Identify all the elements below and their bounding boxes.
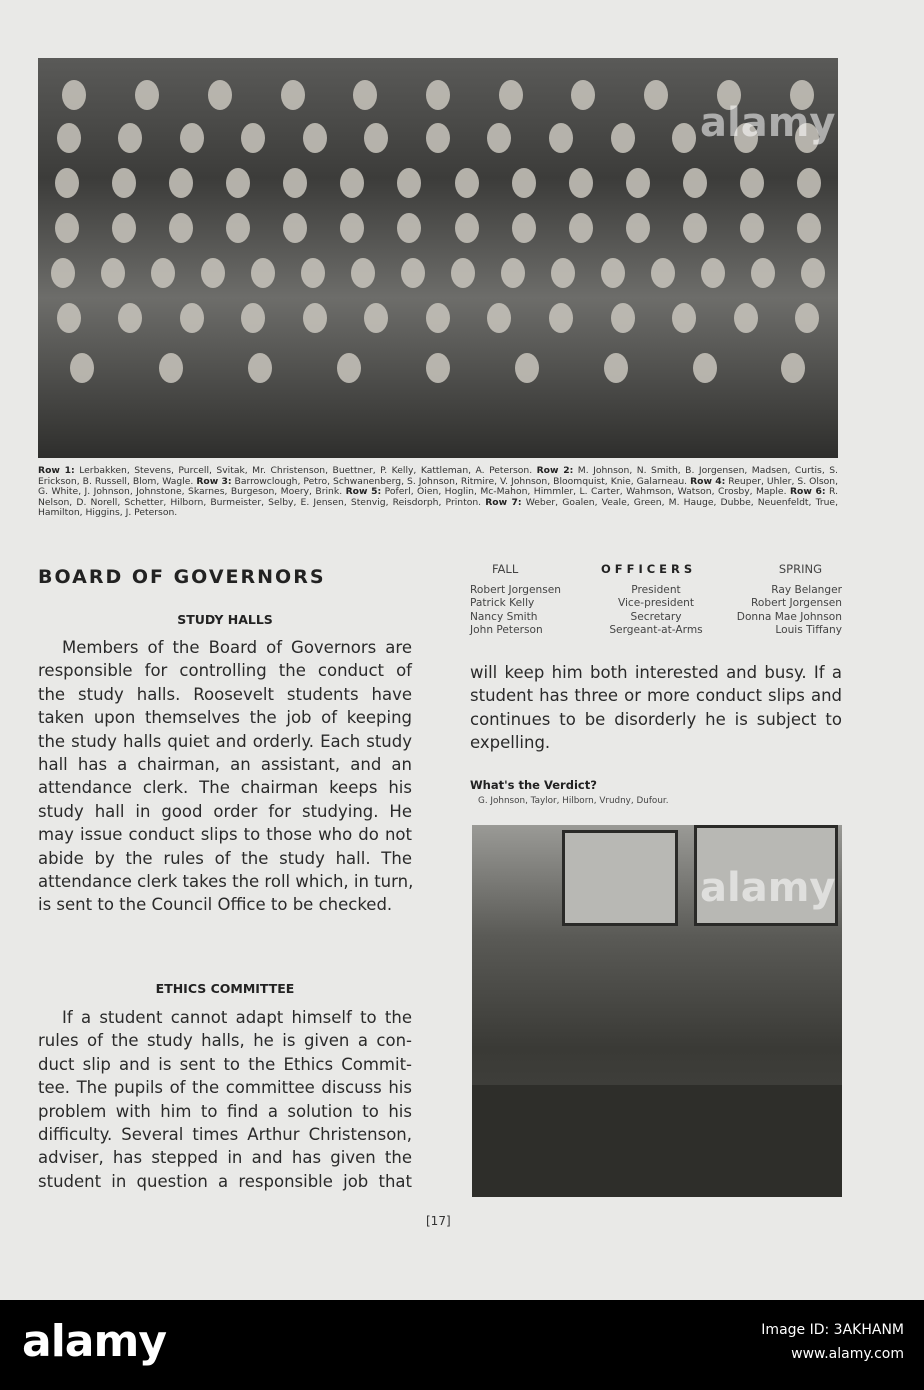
page-title: BOARD OF GOVERNORS xyxy=(38,566,326,588)
face xyxy=(569,168,593,198)
face xyxy=(55,168,79,198)
face xyxy=(70,353,94,383)
face xyxy=(55,213,79,243)
face xyxy=(169,213,193,243)
face xyxy=(397,168,421,198)
face xyxy=(281,80,305,110)
text-line: study hall in good order for studying. He xyxy=(38,801,412,821)
text-line: abide by the rules of the study hall. The xyxy=(38,848,412,868)
face xyxy=(426,123,450,153)
officer-office: Vice-president xyxy=(617,597,695,610)
face xyxy=(112,168,136,198)
face xyxy=(551,258,575,288)
text-line: attendance clerk takes the roll which, in turn, xyxy=(38,872,414,892)
face xyxy=(499,80,523,110)
face xyxy=(795,303,819,333)
desks xyxy=(472,1085,842,1197)
face xyxy=(353,80,377,110)
face xyxy=(180,303,204,333)
photo-row xyxy=(38,303,838,333)
face xyxy=(364,123,388,153)
footer-url: www.alamy.com xyxy=(791,1346,904,1362)
officer-spring: Louis Tiffany xyxy=(775,624,842,637)
face xyxy=(644,80,668,110)
text-line: will keep him both interested and busy. If a xyxy=(470,663,842,682)
study-halls-heading: STUDY HALLS xyxy=(177,612,273,627)
face xyxy=(303,123,327,153)
face xyxy=(340,168,364,198)
ethics-heading: ETHICS COMMITTEE xyxy=(155,981,295,996)
face xyxy=(455,213,479,243)
row-names: R. Nelson, D. Norell, Schetter, Hilborn, Burmeister, Selby, E. Jensen, Stenvig, Reisdorph, Printon. xyxy=(38,486,839,508)
page-number: [17] xyxy=(426,1214,451,1228)
face xyxy=(501,258,525,288)
face xyxy=(251,258,275,288)
officer-spring: Robert Jorgensen xyxy=(751,597,842,610)
face xyxy=(571,80,595,110)
text-line: the study halls. Roosevelt students have xyxy=(38,684,412,704)
face xyxy=(740,168,764,198)
face xyxy=(751,258,775,288)
face xyxy=(683,168,707,198)
officer-row xyxy=(470,624,842,638)
watermark: alamy xyxy=(700,865,836,911)
face xyxy=(351,258,375,288)
face xyxy=(208,80,232,110)
text-line: taken upon themselves the job of keeping xyxy=(38,708,412,728)
text-line: Members of the Board of Governors are xyxy=(62,638,412,657)
face xyxy=(118,303,142,333)
row-label: Row 3: xyxy=(196,475,232,487)
face xyxy=(683,213,707,243)
face xyxy=(340,213,364,243)
face xyxy=(101,258,125,288)
face xyxy=(241,303,265,333)
face xyxy=(364,303,388,333)
text-line: continues to be disorderly he is subject to xyxy=(470,709,842,729)
row-label: Row 2: xyxy=(536,465,574,476)
face xyxy=(426,353,450,383)
face xyxy=(426,80,450,110)
face xyxy=(604,353,628,383)
face xyxy=(283,168,307,198)
face xyxy=(651,258,675,288)
officer-office: Secretary xyxy=(630,610,682,623)
photo-row xyxy=(38,168,838,198)
face xyxy=(569,213,593,243)
text-line: difficulty. Several times Arthur Christenson, xyxy=(38,1125,412,1145)
face xyxy=(118,123,142,153)
officer-office: Sergeant-at-Arms xyxy=(609,624,703,637)
officer-row xyxy=(470,611,842,625)
face xyxy=(401,258,425,288)
photo-row xyxy=(38,80,838,110)
text-line: expelling. xyxy=(470,733,551,753)
row-label: Row 1: xyxy=(38,465,75,476)
officer-spring: Ray Belanger xyxy=(771,583,842,596)
face xyxy=(180,123,204,153)
row-names: Reuper, Uhler, S. Olson, G. White, J. Johnson, Johnstone, Skarnes, Burgeson, Moery, Brink. xyxy=(38,475,839,498)
photo-row xyxy=(38,123,838,153)
face xyxy=(795,123,819,153)
face xyxy=(57,123,81,153)
face xyxy=(515,353,539,383)
face xyxy=(487,123,511,153)
text-line: problem with him to find a solution to his xyxy=(38,1101,412,1121)
face xyxy=(701,258,725,288)
row-label: Row 5: xyxy=(345,486,382,498)
text-line: student has three or more conduct slips and xyxy=(470,686,842,706)
text-line: attendance clerk. The chairman keeps his xyxy=(38,778,412,798)
officer-fall: Robert Jorgensen xyxy=(470,583,561,596)
face xyxy=(283,213,307,243)
face xyxy=(790,80,814,110)
face xyxy=(734,123,758,153)
face xyxy=(241,123,265,153)
row-label: Row 7: xyxy=(485,496,522,508)
face xyxy=(734,303,758,333)
image-id: Image ID: 3AKHANM xyxy=(761,1322,904,1338)
officer-row xyxy=(470,597,842,611)
spring-label: SPRING xyxy=(778,562,822,576)
photo-row xyxy=(38,353,838,383)
face xyxy=(159,353,183,383)
ethics-text-continued xyxy=(470,661,842,755)
row-label: Row 4: xyxy=(690,475,726,487)
face xyxy=(51,258,75,288)
officer-row xyxy=(470,584,842,598)
study-halls-text xyxy=(38,636,412,917)
face xyxy=(801,258,825,288)
face xyxy=(601,258,625,288)
face xyxy=(303,303,327,333)
officer-fall: Patrick Kelly xyxy=(470,597,535,610)
face xyxy=(717,80,741,110)
verdict-caption: G. Johnson, Taylor, Hilborn, Vrudny, Dufour. xyxy=(478,796,669,806)
officer-fall: Nancy Smith xyxy=(470,610,538,623)
text-line: hall has a chairman, an assistant, and an xyxy=(38,755,412,775)
text-line: is sent to the Council Office to be checked. xyxy=(38,895,393,915)
face xyxy=(797,168,821,198)
face xyxy=(611,303,635,333)
row-names: M. Johnson, N. Smith, B. Jorgensen, Madsen, Curtis, S. Erickson, B. Russell, Blom, Wagle. xyxy=(38,465,838,487)
text-line: If a student cannot adapt himself to the xyxy=(62,1008,412,1027)
alamy-logo: alamy xyxy=(22,1316,166,1367)
face xyxy=(169,168,193,198)
footer-bar xyxy=(0,1300,924,1390)
text-line: may issue conduct slips to those who do not xyxy=(38,825,412,845)
row-names: Lerbakken, Stevens, Purcell, Svitak, Mr. Christenson, Buettner, P. Kelly, Kattleman, A. Peterson. xyxy=(79,465,533,476)
face xyxy=(740,213,764,243)
face xyxy=(226,168,250,198)
officer-fall: John Peterson xyxy=(470,624,543,637)
face xyxy=(426,303,450,333)
face xyxy=(611,123,635,153)
face xyxy=(487,303,511,333)
face xyxy=(455,168,479,198)
ethics-text xyxy=(38,1006,412,1193)
text-line: the study halls quiet and orderly. Each study xyxy=(38,731,412,751)
text-line: responsible for controlling the conduct of xyxy=(38,661,412,681)
face xyxy=(112,213,136,243)
face xyxy=(135,80,159,110)
classroom-photo xyxy=(472,825,842,1197)
face xyxy=(337,353,361,383)
face xyxy=(693,353,717,383)
text-line: tee. The pupils of the committee discuss his xyxy=(38,1078,412,1098)
face xyxy=(797,213,821,243)
face xyxy=(151,258,175,288)
face xyxy=(672,303,696,333)
officers-title: OFFICERS xyxy=(600,562,697,576)
officer-spring: Donna Mae Johnson xyxy=(736,610,842,623)
face xyxy=(248,353,272,383)
text-line: student in question a responsible job that xyxy=(38,1171,412,1191)
text-line: rules of the study halls, he is given a con- xyxy=(38,1031,412,1051)
watermark: alamy xyxy=(700,100,836,146)
row-names: Weber, Goalen, Veale, Green, M. Hauge, Dubbe, Neuenfeldt, True, Hamilton, Higgins, J. Peterson. xyxy=(38,496,838,519)
face xyxy=(626,213,650,243)
window xyxy=(694,825,838,926)
row-label: Row 6: xyxy=(789,486,826,498)
face xyxy=(62,80,86,110)
face xyxy=(549,303,573,333)
face xyxy=(397,213,421,243)
face xyxy=(512,213,536,243)
photo-row xyxy=(38,213,838,243)
photo-caption xyxy=(38,466,838,519)
window xyxy=(562,830,678,926)
face xyxy=(626,168,650,198)
face xyxy=(549,123,573,153)
verdict-title: What's the Verdict? xyxy=(470,778,597,792)
row-names: Barrowclough, Petro, Schwanenberg, S. Johnson, Ritmire, V. Johnson, Bloomquist, Knie, Galarneau. xyxy=(234,475,688,487)
face xyxy=(301,258,325,288)
face xyxy=(201,258,225,288)
text-line: duct slip and is sent to the Ethics Commit- xyxy=(38,1054,412,1074)
face xyxy=(451,258,475,288)
text-line: adviser, has stepped in and has given the xyxy=(38,1148,412,1168)
face xyxy=(57,303,81,333)
photo-row xyxy=(38,258,838,288)
face xyxy=(672,123,696,153)
face xyxy=(226,213,250,243)
fall-label: FALL xyxy=(492,562,519,576)
row-names: Poferl, Oien, Hoglin, Mc-Mahon, Himmler, L. Carter, Wahmson, Watson, Crosby, Maple. xyxy=(384,486,787,498)
face xyxy=(781,353,805,383)
officers-table xyxy=(470,563,842,638)
group-photo xyxy=(38,58,838,458)
officer-office: President xyxy=(631,583,681,596)
face xyxy=(512,168,536,198)
